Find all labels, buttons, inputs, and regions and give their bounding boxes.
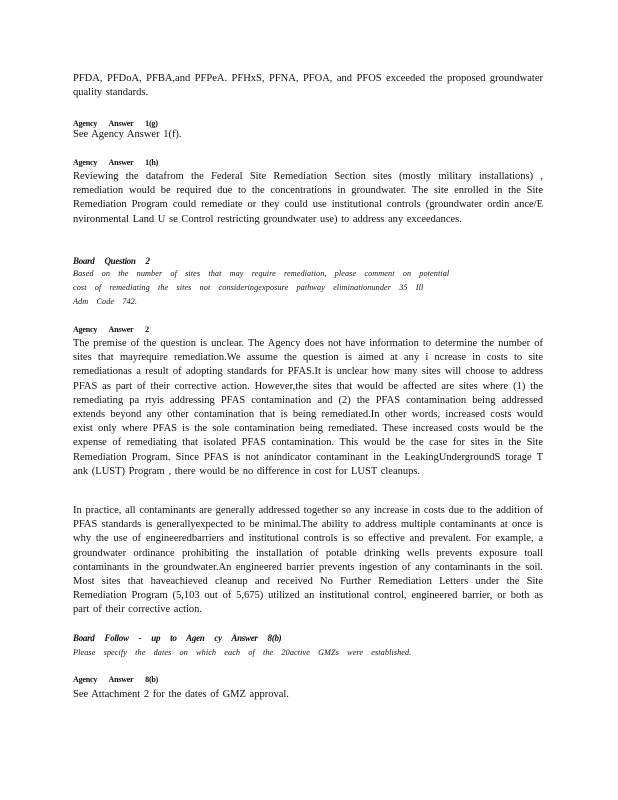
board-question-2-text — [73, 267, 543, 309]
board-question-2-line: Adm Code 742. — [73, 297, 138, 306]
board-question-2-label: Board Question 2 — [73, 256, 150, 266]
board-follow-up-8b-label: Board Follow - up to Agen cy Answer 8(b) — [73, 633, 282, 643]
agency-answer-1g-label: Agency Answer 1(g) — [73, 119, 158, 128]
agency-answer-2-label: Agency Answer 2 — [73, 325, 149, 334]
agency-answer-1h-text: Reviewing the datafrom the Federal Site Remediation Section sites (mostly military installations) , remediation would be required due to the concentrations in groundwater. The site enrolled in the Site Remediation Program could remediate or they could use institutional controls (groundwater ordin ance/E nvironmental Land U se Control restricting groundwater use) to address any exceedances. — [73, 171, 543, 225]
board-follow-up-8b-text: Please specify the dates on which each of the 20active GMZs were established. — [73, 648, 412, 657]
board-question-2-line: Based on the number of sites that may require remediation, please comment on potential — [73, 269, 450, 278]
board-question-2-line: cost of remediating the sites not consideringexposure pathway eliminationunder 35 Ill — [73, 283, 424, 292]
agency-answer-2-paragraph-2: In practice, all contaminants are generally addressed together so any increase in costs due to the addition of PFAS standards is generallyexpected to be minimal.The ability to address multiple contaminants at once is why the use of engineeredbarriers and institutional controls is so effective and prevalent. For example, a groundwater ordinance prohibiting the installation of potable drinking wells prevents exposure toall contaminants in the groundwater.An engineered barrier prevents ingestion of any contaminants in the soil. Most sites that haveachieved cleanup and received No Further Remediation Letters under the Site Remediation Program (5,103 out of 5,675) utilized an institutional control, engineered barrier, or both as part of their corrective action. — [73, 505, 543, 616]
agency-answer-1g-text: See Agency Answer 1(f). — [73, 129, 182, 140]
agency-answer-8b-label: Agency Answer 8(b) — [73, 675, 159, 684]
paragraph-pfas-exceedances: PFDA, PFDoA, PFBA,and PFPeA. PFHxS, PFNA, PFOA, and PFOS exceeded the proposed groundwater quality standards. — [73, 73, 543, 99]
agency-answer-1h-label: Agency Answer 1(h) — [73, 158, 159, 167]
agency-answer-2-paragraph-1: The premise of the question is unclear. The Agency does not have information to determine the number of sites that mayrequire remediation.We assume the question is aimed at any i ncrease in costs to site remediationas a result of adopting standards for PFAS.It is unclear how many sites will choose to address PFAS as part of their corrective action. However,the sites that would be affected are sites where (1) the remediating pa rtyis addressing PFAS contamination and (2) the PFAS contamination being addressed extends beyond any other contamination that is being remediated.In other words, increased costs would exist only where PFAS is the sole contamination being remediated. These increased costs would be the expense of remediating that isolated PFAS contamination. This would be the case for sites in the Site Remediation Program. Since PFAS is not anindicator contaminant in the LeakingUndergroundS torage T ank (LUST) Program , there would be no difference in cost for LUST cleanups. — [73, 338, 543, 477]
agency-answer-8b-text: See Attachment 2 for the dates of GMZ approval. — [73, 689, 289, 700]
